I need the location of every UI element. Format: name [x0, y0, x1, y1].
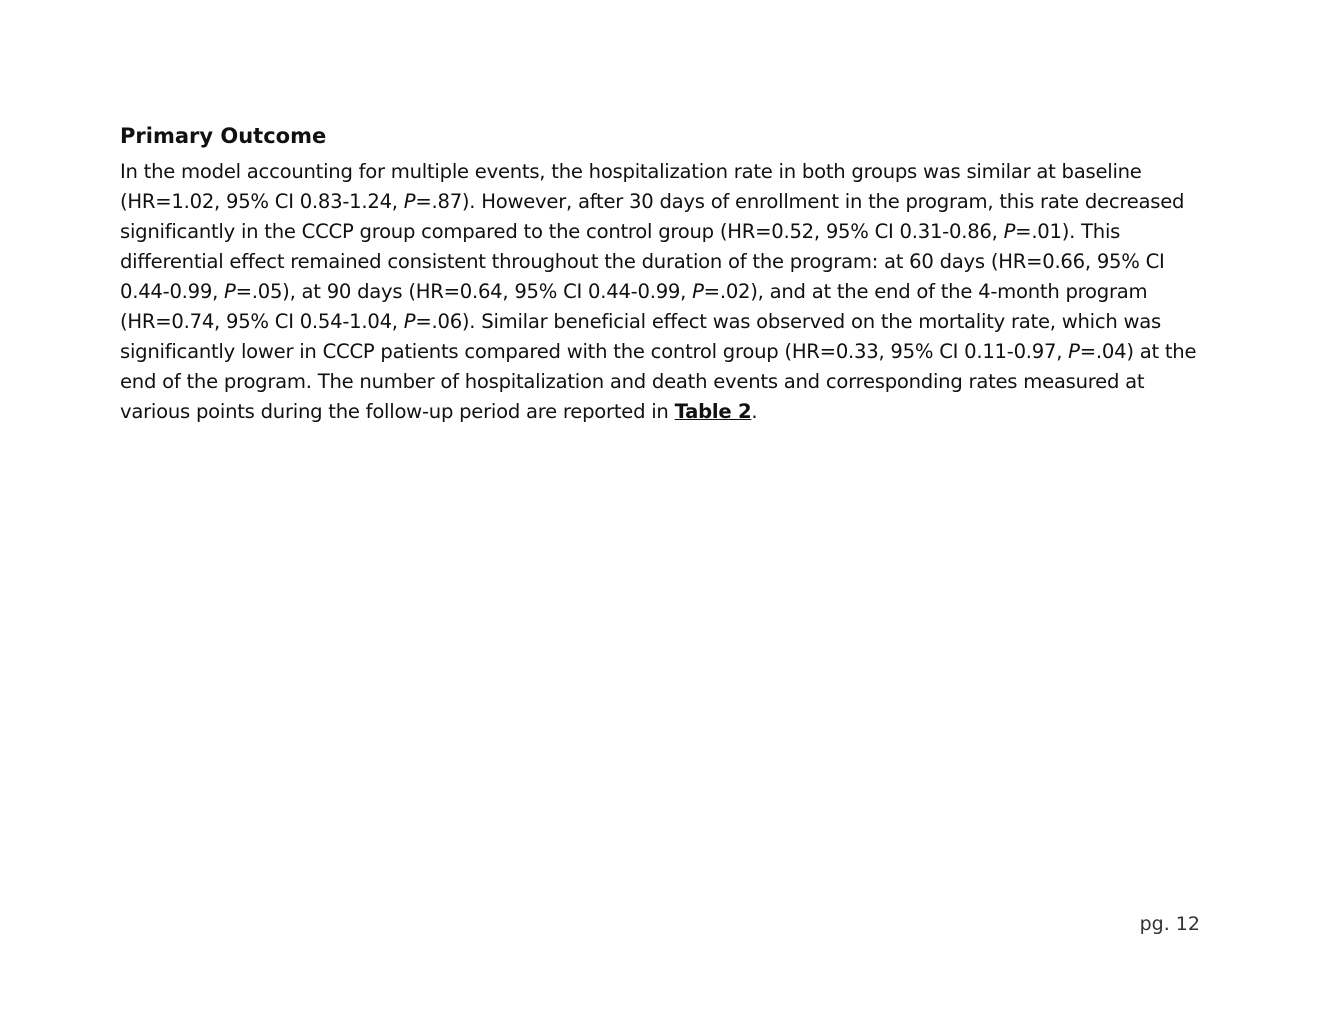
paragraph-text: =.87). However, after 30 days of enrollment in the program, this rate decreased significantly in the CCCP group compared to the control group (HR=0.52, 95% CI 0.31-0.86, — [120, 190, 1185, 243]
p-value-symbol: P — [1068, 340, 1080, 363]
paragraph-text: =.06). Similar beneficial effect was observed on the mortality rate, which was significantly lower in CCCP patients compared with the control group (HR=0.33, 95% CI 0.11-0.97, — [120, 310, 1162, 363]
p-value-symbol: P — [1003, 220, 1016, 243]
paragraph-text: . — [751, 400, 758, 423]
paragraph-text: In the model accounting for multiple events, the hospitalization rate in both groups was similar at baseline (HR=1.02, 95% CI 0.83-1.24, — [120, 160, 1142, 213]
section-heading: Primary Outcome — [120, 124, 327, 148]
paragraph-text: =.04) at the end of the program. The number of hospitalization and death events and corresponding rates measured at various points during the follow-up period are reported in — [120, 340, 1197, 423]
primary-outcome-paragraph — [120, 157, 1200, 427]
p-value-symbol: P — [224, 280, 236, 303]
p-value-symbol: P — [692, 280, 704, 303]
table-2-link[interactable]: Table 2 — [674, 400, 752, 423]
paragraph-text: =.01). This differential effect remained consistent throughout the duration of the program: at 60 days (HR=0.66, 95% CI 0.44-0.99, — [120, 220, 1165, 303]
page-number: pg. 12 — [1139, 913, 1200, 935]
paragraph-text: =.05), at 90 days (HR=0.64, 95% CI 0.44-0.99, — [235, 280, 693, 303]
paragraph-text: =.02), and at the end of the 4-month program (HR=0.74, 95% CI 0.54-1.04, — [120, 280, 1148, 333]
p-value-symbol: P — [403, 190, 416, 213]
p-value-symbol: P — [403, 310, 416, 333]
